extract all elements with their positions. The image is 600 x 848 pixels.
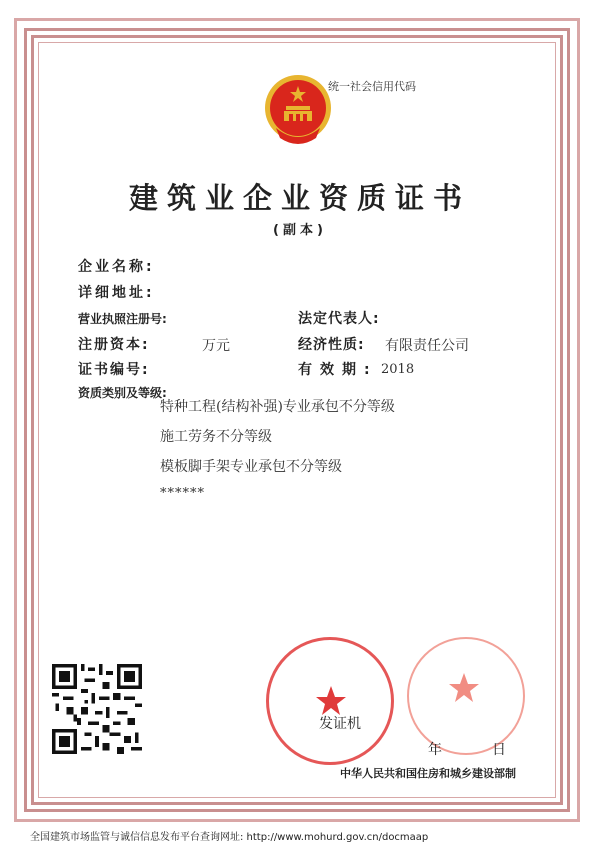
qualification-item: 特种工程(结构补强)专业承包不分等级 <box>160 399 395 415</box>
uscc-label: 统一社会信用代码 <box>328 80 416 93</box>
economic-type-label: 经济性质: <box>298 337 365 353</box>
address-label: 详细地址: <box>78 285 155 301</box>
national-emblem-icon <box>262 72 334 148</box>
footer-url-text: 全国建筑市场监管与诚信信息发布平台查询网址: http://www.mohurd.gov.cn/docmaap <box>30 832 429 843</box>
date-day-partial: 日 <box>492 742 506 758</box>
qr-code-icon <box>52 664 142 754</box>
date-year-partial: 年 <box>428 742 442 758</box>
certificate-title: 建筑业企业资质证书 <box>128 181 471 215</box>
validity-value: 2018 <box>381 362 415 377</box>
company-name-label: 企业名称: <box>78 259 155 275</box>
qualification-label: 资质类别及等级: <box>78 386 167 400</box>
legal-rep-label: 法定代表人: <box>298 311 380 327</box>
seal-text: 发证机 <box>319 716 361 732</box>
red-star-icon <box>448 672 480 704</box>
qualification-item: 模板脚手架专业承包不分等级 <box>160 459 342 475</box>
qualification-item: 施工劳务不分等级 <box>160 429 272 445</box>
qualification-terminator: ****** <box>160 486 205 501</box>
cert-no-label: 证书编号: <box>78 362 150 378</box>
license-no-label: 营业执照注册号: <box>78 312 167 326</box>
certificate-subtitle: (副本) <box>273 223 327 238</box>
issuer-text: 中华人民共和国住房和城乡建设部制 <box>340 767 516 780</box>
capital-unit: 万元 <box>202 338 230 354</box>
capital-label: 注册资本: <box>78 337 150 353</box>
economic-type-value: 有限责任公司 <box>385 338 469 354</box>
validity-label: 有效期: <box>298 362 378 378</box>
